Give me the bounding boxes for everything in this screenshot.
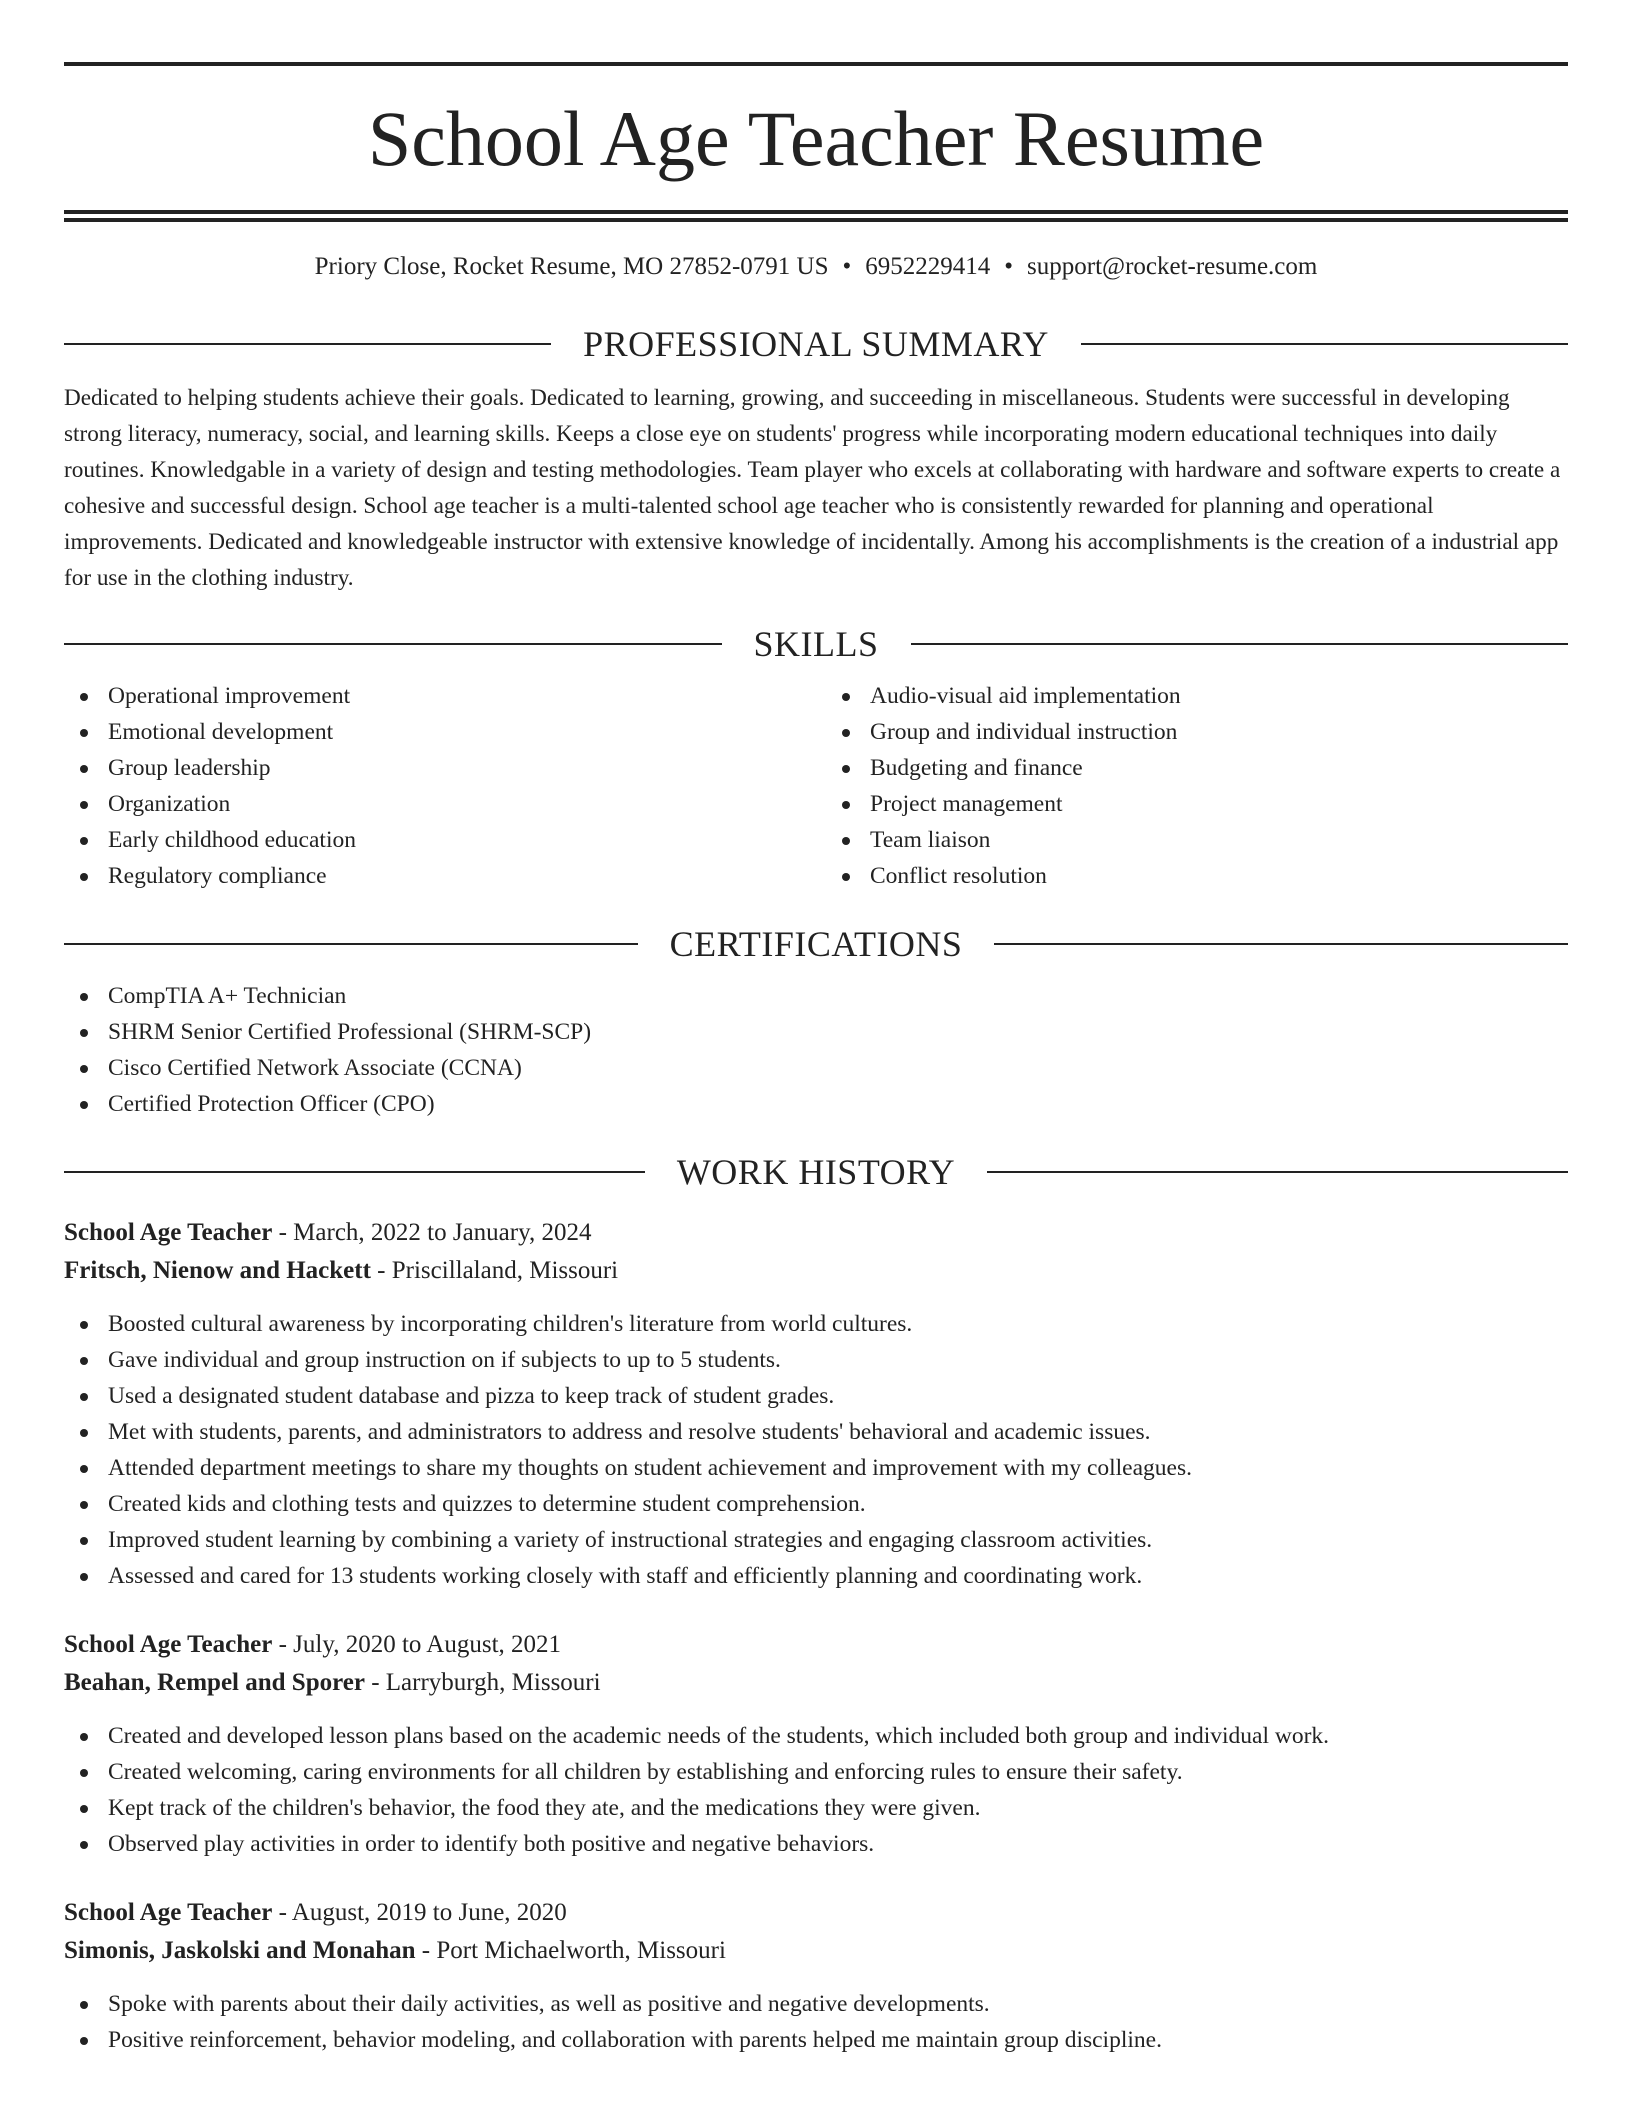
- job-title-line: [64, 1894, 1568, 1932]
- work-history-heading-label: WORK HISTORY: [676, 1152, 956, 1192]
- job-duty: Created welcoming, caring environments for all children by establishing and enforcing rules to ensure their safety.: [64, 1754, 1568, 1790]
- job-duty: Attended department meetings to share my thoughts on student achievement and improvement with my colleagues.: [64, 1450, 1568, 1486]
- job-company-line: [64, 1252, 1568, 1290]
- summary-heading: [64, 326, 1568, 362]
- skill-item: Group and individual instruction: [826, 714, 1568, 750]
- job-entry: [64, 1214, 1568, 1594]
- job-duty: Gave individual and group instruction on if subjects to up to 5 students.: [64, 1342, 1568, 1378]
- certifications-heading: [64, 926, 1568, 962]
- job-entry: [64, 1894, 1568, 2058]
- job-duties: [64, 1986, 1568, 2058]
- summary-text: Dedicated to helping students achieve their goals. Dedicated to learning, growing, and succeeding in miscellaneous. Students were successful in developing strong literacy, numeracy, social, and learning skills. Keeps a close eye on students' progress while incorporating modern educational techniques into daily routines. Knowledgable in a variety of design and testing methodologies. Team player who excels at collaborating with hardware and software experts to create a cohesive and successful design. School age teacher is a multi-talented school age teacher who is consistently rewarded for planning and operational improvements. Dedicated and knowledgeable instructor with extensive knowledge of incidentally. Among his accomplishments is the creation of a industrial app for use in the clothing industry.: [64, 385, 1561, 591]
- skill-item: Team liaison: [826, 822, 1568, 858]
- contact-email: support@rocket-resume.com: [1027, 253, 1318, 280]
- skill-item: Group leadership: [64, 750, 806, 786]
- certification-item: Cisco Certified Network Associate (CCNA): [64, 1050, 1568, 1086]
- job-duty: Assessed and cared for 13 students working closely with staff and efficiently planning and coordinating work.: [64, 1558, 1568, 1594]
- certifications-list: [64, 978, 1568, 1122]
- job-dates: - August, 2019 to June, 2020: [272, 1899, 567, 1926]
- skills-list: [64, 678, 1568, 894]
- job-duty: Created and developed lesson plans based on the academic needs of the students, which included both group and individual work.: [64, 1718, 1568, 1754]
- job-entry: [64, 1626, 1568, 1862]
- contact-address: Priory Close, Rocket Resume, MO 27852-0791 US: [314, 253, 829, 280]
- job-duty: Spoke with parents about their daily activities, as well as positive and negative developments.: [64, 1986, 1568, 2022]
- certification-item: Certified Protection Officer (CPO): [64, 1086, 1568, 1122]
- skills-right-column: [826, 678, 1568, 894]
- heading-rule: [911, 643, 1569, 645]
- contact-phone: 6952229414: [865, 253, 991, 280]
- heading-rule: [64, 643, 722, 645]
- job-title-line: [64, 1214, 1568, 1252]
- job-duty: Boosted cultural awareness by incorporating children's literature from world cultures.: [64, 1306, 1568, 1342]
- skills-heading: [64, 626, 1568, 662]
- job-duty: Positive reinforcement, behavior modeling, and collaboration with parents helped me maintain group discipline.: [64, 2022, 1568, 2058]
- skill-item: Project management: [826, 786, 1568, 822]
- skill-item: Audio-visual aid implementation: [826, 678, 1568, 714]
- job-duty: Kept track of the children's behavior, the food they ate, and the medications they were given.: [64, 1790, 1568, 1826]
- job-company: Simonis, Jaskolski and Monahan: [64, 1937, 416, 1964]
- resume-page: [64, 0, 1568, 2058]
- contact-separator: •: [1004, 253, 1014, 280]
- skills-heading-label: SKILLS: [753, 624, 879, 664]
- job-title: School Age Teacher: [64, 1219, 273, 1246]
- heading-rule: [987, 1171, 1568, 1173]
- heading-rule: [1081, 343, 1568, 345]
- heading-rule: [64, 343, 551, 345]
- job-company-line: [64, 1664, 1568, 1702]
- job-company: Fritsch, Nienow and Hackett: [64, 1257, 371, 1284]
- skill-item: Regulatory compliance: [64, 858, 806, 894]
- contact-separator: •: [842, 253, 852, 280]
- work-history-heading: [64, 1154, 1568, 1190]
- job-duty: Observed play activities in order to identify both positive and negative behaviors.: [64, 1826, 1568, 1862]
- job-location: - Port Michaelworth, Missouri: [415, 1937, 726, 1964]
- skill-item: Organization: [64, 786, 806, 822]
- skills-left-column: [64, 678, 806, 894]
- summary-heading-label: PROFESSIONAL SUMMARY: [583, 324, 1049, 364]
- job-title: School Age Teacher: [64, 1631, 273, 1658]
- job-dates: - July, 2020 to August, 2021: [272, 1631, 562, 1658]
- title-double-rule: [64, 210, 1568, 222]
- job-company: Beahan, Rempel and Sporer: [64, 1669, 365, 1696]
- heading-rule: [64, 1171, 645, 1173]
- job-location: - Larryburgh, Missouri: [364, 1669, 601, 1696]
- skill-item: Conflict resolution: [826, 858, 1568, 894]
- heading-rule: [994, 943, 1568, 945]
- certification-item: CompTIA A+ Technician: [64, 978, 1568, 1014]
- skill-item: Operational improvement: [64, 678, 806, 714]
- certification-item: SHRM Senior Certified Professional (SHRM-SCP): [64, 1014, 1568, 1050]
- job-duty: Improved student learning by combining a variety of instructional strategies and engaging classroom activities.: [64, 1522, 1568, 1558]
- resume-title: School Age Teacher Resume: [367, 95, 1265, 182]
- job-dates: - March, 2022 to January, 2024: [272, 1219, 592, 1246]
- job-duties: [64, 1306, 1568, 1594]
- job-duties: [64, 1718, 1568, 1862]
- top-rule: [64, 62, 1568, 66]
- job-title: School Age Teacher: [64, 1899, 273, 1926]
- job-duty: Met with students, parents, and administrators to address and resolve students' behavioral and academic issues.: [64, 1414, 1568, 1450]
- job-duty: Created kids and clothing tests and quizzes to determine student comprehension.: [64, 1486, 1568, 1522]
- certifications-heading-label: CERTIFICATIONS: [669, 924, 963, 964]
- job-title-line: [64, 1626, 1568, 1664]
- contact-line: [64, 252, 1568, 282]
- job-duty: Used a designated student database and pizza to keep track of student grades.: [64, 1378, 1568, 1414]
- heading-rule: [64, 943, 638, 945]
- skill-item: Budgeting and finance: [826, 750, 1568, 786]
- job-location: - Priscillaland, Missouri: [370, 1257, 619, 1284]
- skill-item: Early childhood education: [64, 822, 806, 858]
- job-company-line: [64, 1932, 1568, 1970]
- skill-item: Emotional development: [64, 714, 806, 750]
